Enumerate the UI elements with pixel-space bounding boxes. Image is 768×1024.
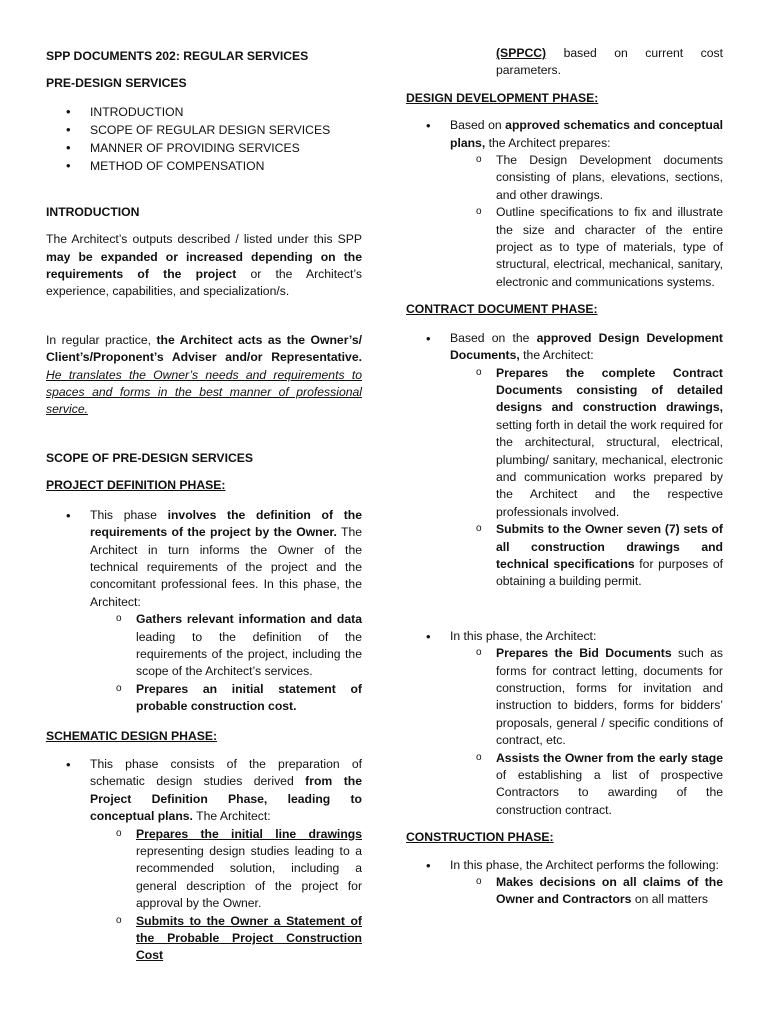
design-development-heading: DESIGN DEVELOPMENT PHASE: (406, 90, 599, 105)
sub-list (90, 611, 362, 715)
project-definition-list (46, 507, 362, 716)
scope-heading: SCOPE OF PRE-DESIGN SERVICES (46, 450, 254, 465)
contract-document-heading: CONTRACT DOCUMENT PHASE: (406, 302, 598, 317)
sub-list-item: o Submits to the Owner seven (7) sets of all construction drawings and technical specifications for purposes of obtaining a building permit. (496, 521, 723, 591)
contract-document-list (406, 330, 723, 591)
continued-paragraph: (SPPCC) based on current cost parameters. (496, 46, 723, 78)
list-item: • SCOPE OF REGULAR DESIGN SERVICES (90, 121, 362, 139)
sub-list-item: o Prepares an initial statement of probable construction cost. (136, 681, 362, 716)
sub-list-item: o Prepares the complete Contract Documents consisting of detailed designs and construction drawings, setting forth in detail the work required for the architectural, structural, electrical, plumbing/ sanitary, mechanical, electronic and communication works prepared by the Architect and the respective professionals involved. (496, 365, 723, 522)
sub-list (450, 874, 723, 909)
bid-phase-list (406, 628, 723, 819)
list-item: • This phase consists of the preparation of schematic design studies derived from the Project Definition Phase, leading to conceptual plans. The Architect: o Prepares the initial line drawings representing design studies leading to a recommended solution, including a general description of the project for approval by the Owner. o Submits to the Owner a Statement of the Probable Project Construction Cost (90, 756, 362, 965)
sub-list (450, 152, 723, 291)
contents-list (46, 103, 362, 175)
sub-list-item: o Submits to the Owner a Statement of the Probable Project Construction Cost (136, 913, 362, 965)
sub-list-item: o Outline specifications to fix and illustrate the size and character of the entire project as to type of materials, type of structural, electrical, mechanical, sanitary, electronic and communications systems. (496, 204, 723, 291)
sub-list-item: o Prepares the Bid Documents such as forms for contract letting, documents for construction, forms for invitation and instruction to bidders, forms for bidders’ proposals, general / specific conditions of contract, etc. (496, 645, 723, 749)
sub-list (450, 365, 723, 591)
sub-list-item: o Prepares the initial line drawings representing design studies leading to a recommended solution, including a general description of the project for approval by the Owner. (136, 826, 362, 913)
sub-list (450, 645, 723, 819)
schematic-design-list (46, 756, 362, 965)
left-column (46, 45, 362, 965)
list-item: • INTRODUCTION (90, 103, 362, 121)
sub-list-item: o Makes decisions on all claims of the Owner and Contractors on all matters (496, 874, 723, 909)
list-item: • Based on the approved Design Development Documents, the Architect: o Prepares the complete Contract Documents consisting of detailed designs and construction drawings, setting forth in detail the work required for the architectural, structural, electrical, plumbing/ sanitary, mechanical, electronic and communication works prepared by the Architect and the respective professionals involved. o Submits to the Owner seven (7) sets of all construction drawings and technical specifications for purposes of obtaining a building permit. (450, 330, 723, 591)
sub-list-item: o The Design Development documents consisting of plans, elevations, sections, and other drawings. (496, 152, 723, 204)
list-item: • MANNER OF PROVIDING SERVICES (90, 139, 362, 157)
introduction-heading: INTRODUCTION (46, 204, 140, 219)
practice-paragraph: In regular practice, the Architect acts as the Owner’s/ Client’s/Proponent’s Adviser and/or Representative. He translates the Owner’s needs and requirements to spaces and forms in the best manner of professional service. (46, 332, 362, 417)
section-subtitle: PRE-DESIGN SERVICES (46, 76, 187, 91)
list-item: • In this phase, the Architect performs the following: o Makes decisions on all claims of the Owner and Contractors on all matters (450, 857, 723, 909)
list-item: • This phase involves the definition of the requirements of the project by the Owner. The Architect in turn informs the Owner of the technical requirements of the project and the concomitant professional fees. In this phase, the Architect: o Gathers relevant information and data leading to the definition of the requirements of the project, including the scope of the Architect’s services. o Prepares an initial statement of probable construction cost. (90, 507, 362, 716)
schematic-design-heading: SCHEMATIC DESIGN PHASE: (46, 728, 218, 743)
project-definition-heading: PROJECT DEFINITION PHASE: (46, 478, 226, 493)
design-development-list (406, 117, 723, 291)
construction-phase-list (406, 857, 723, 909)
sub-list-item: o Gathers relevant information and data leading to the definition of the requirements of the project, including the scope of the Architect’s services. (136, 611, 362, 681)
list-item: • Based on approved schematics and conceptual plans, the Architect prepares: o The Design Development documents consisting of plans, elevations, sections, and other drawings. o Outline specifications to fix and illustrate the size and character of the entire project as to type of materials, type of structural, electrical, mechanical, sanitary, electronic and communications systems. (450, 117, 723, 291)
document-title: SPP DOCUMENTS 202: REGULAR SERVICES (46, 49, 309, 63)
construction-phase-heading: CONSTRUCTION PHASE: (406, 830, 554, 845)
introduction-paragraph: The Architect’s outputs described / listed under this SPP may be expanded or increased depending on the requirements of the project or the Architect’s experience, capabilities, and specialization/s. (46, 232, 362, 299)
sub-list-item: o Assists the Owner from the early stage of establishing a list of prospective Contractors to awarding of the construction contract. (496, 750, 723, 820)
right-column (406, 45, 723, 909)
list-item: • METHOD OF COMPENSATION (90, 157, 362, 175)
list-item: • In this phase, the Architect: o Prepares the Bid Documents such as forms for contract letting, documents for construction, forms for invitation and instruction to bidders, forms for bidders’ proposals, general / specific conditions of contract, etc. o Assists the Owner from the early stage of establishing a list of prospective Contractors to awarding of the construction contract. (450, 628, 723, 819)
sub-list (90, 826, 362, 965)
